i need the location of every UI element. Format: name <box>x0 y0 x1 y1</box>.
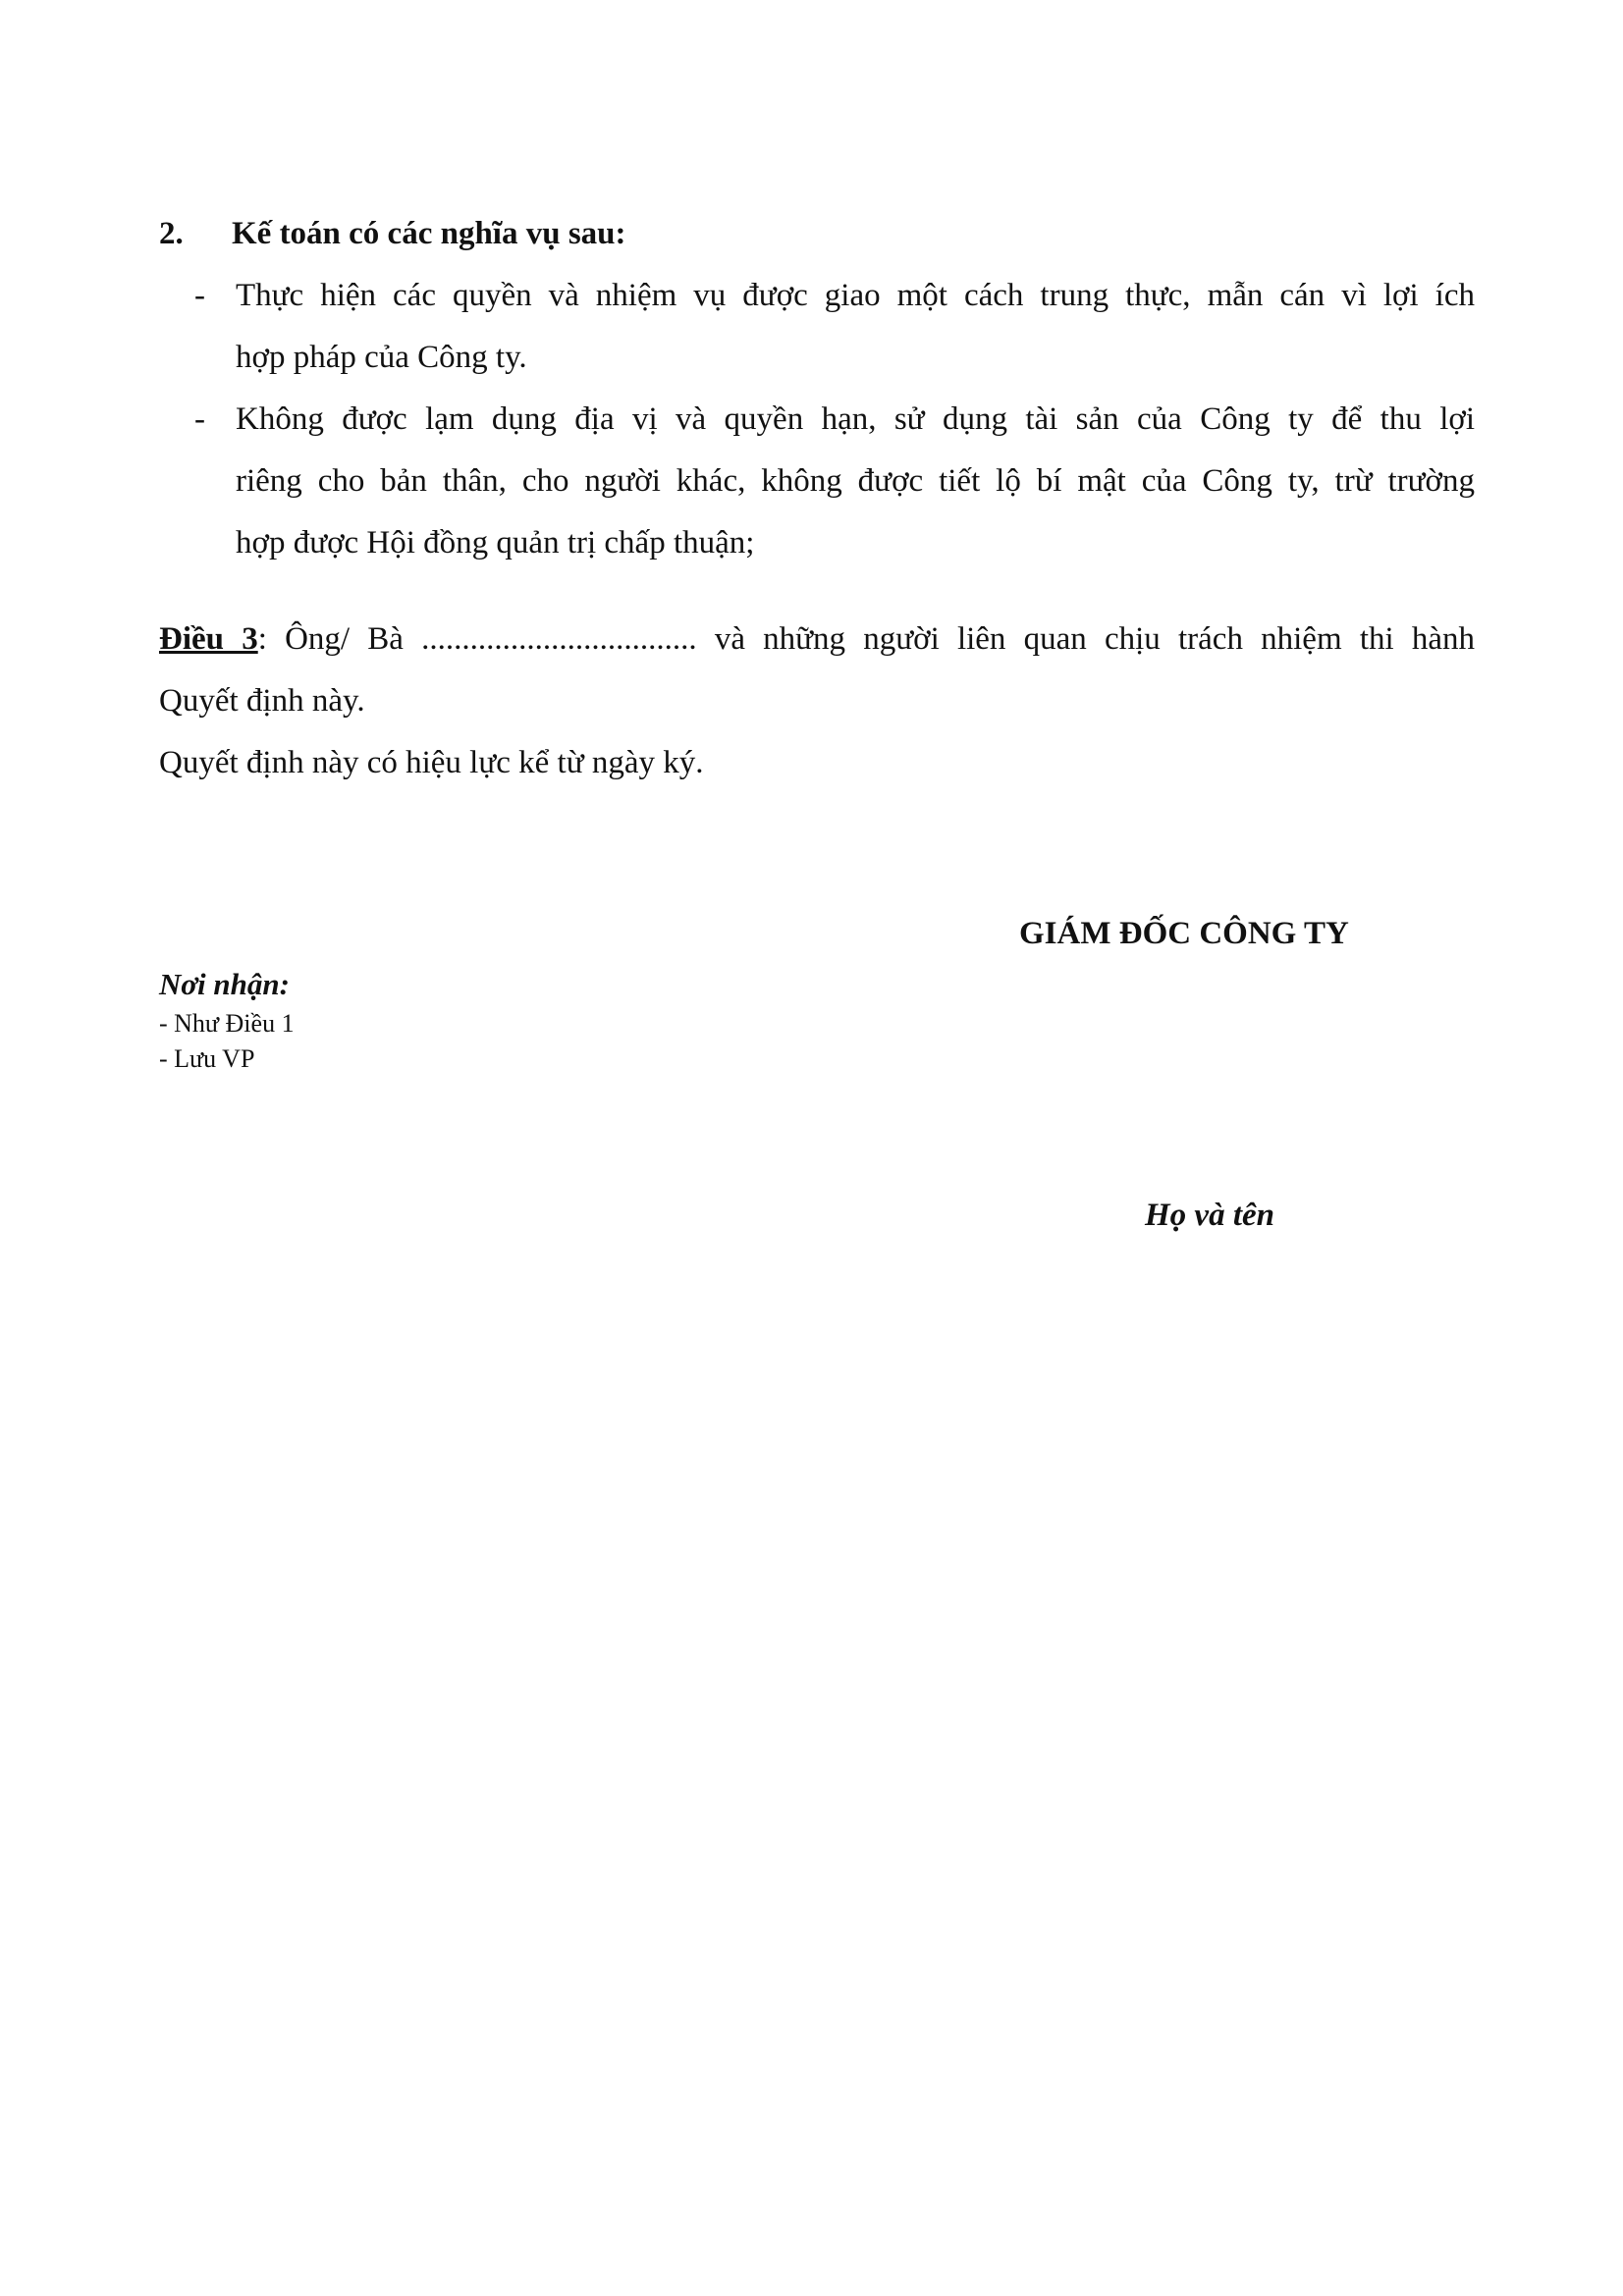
article-3-line-3: Quyết định này có hiệu lực kể từ ngày ký. <box>159 745 704 780</box>
signature-title: GIÁM ĐỐC CÔNG TY <box>1019 916 1349 951</box>
duty-2-line-2: riêng cho bản thân, cho người khác, không được tiết lộ bí mật của Công ty, trừ trường <box>236 463 1475 499</box>
duty-2-line-3: hợp được Hội đồng quản trị chấp thuận; <box>236 525 755 561</box>
recipient-item: - Như Điều 1 <box>159 1009 295 1038</box>
article-3-label: Điều 3 <box>159 621 258 657</box>
section-title: Kế toán có các nghĩa vụ sau: <box>232 216 626 251</box>
signer-name: Họ và tên <box>1145 1198 1274 1233</box>
duty-1-line-2: hợp pháp của Công ty. <box>236 340 527 375</box>
recipients-title: Nơi nhận: <box>159 967 290 1001</box>
section-number: 2. <box>159 216 184 251</box>
article-3-text: : Ông/ Bà .................................. và những người liên quan chịu trách nhiệm thi hành <box>257 621 1476 657</box>
duty-2-dash: - <box>194 401 205 437</box>
article-3-line-2: Quyết định này. <box>159 683 365 719</box>
duty-2-line-1: Không được lạm dụng địa vị và quyền hạn, sử dụng tài sản của Công ty để thu lợi <box>236 401 1475 437</box>
recipient-item: - Lưu VP <box>159 1044 255 1073</box>
article-3-line-1 <box>159 609 1475 670</box>
duty-1-dash: - <box>194 278 205 313</box>
duty-1-line-1: Thực hiện các quyền và nhiệm vụ được giao một cách trung thực, mẫn cán vì lợi ích <box>236 278 1475 313</box>
